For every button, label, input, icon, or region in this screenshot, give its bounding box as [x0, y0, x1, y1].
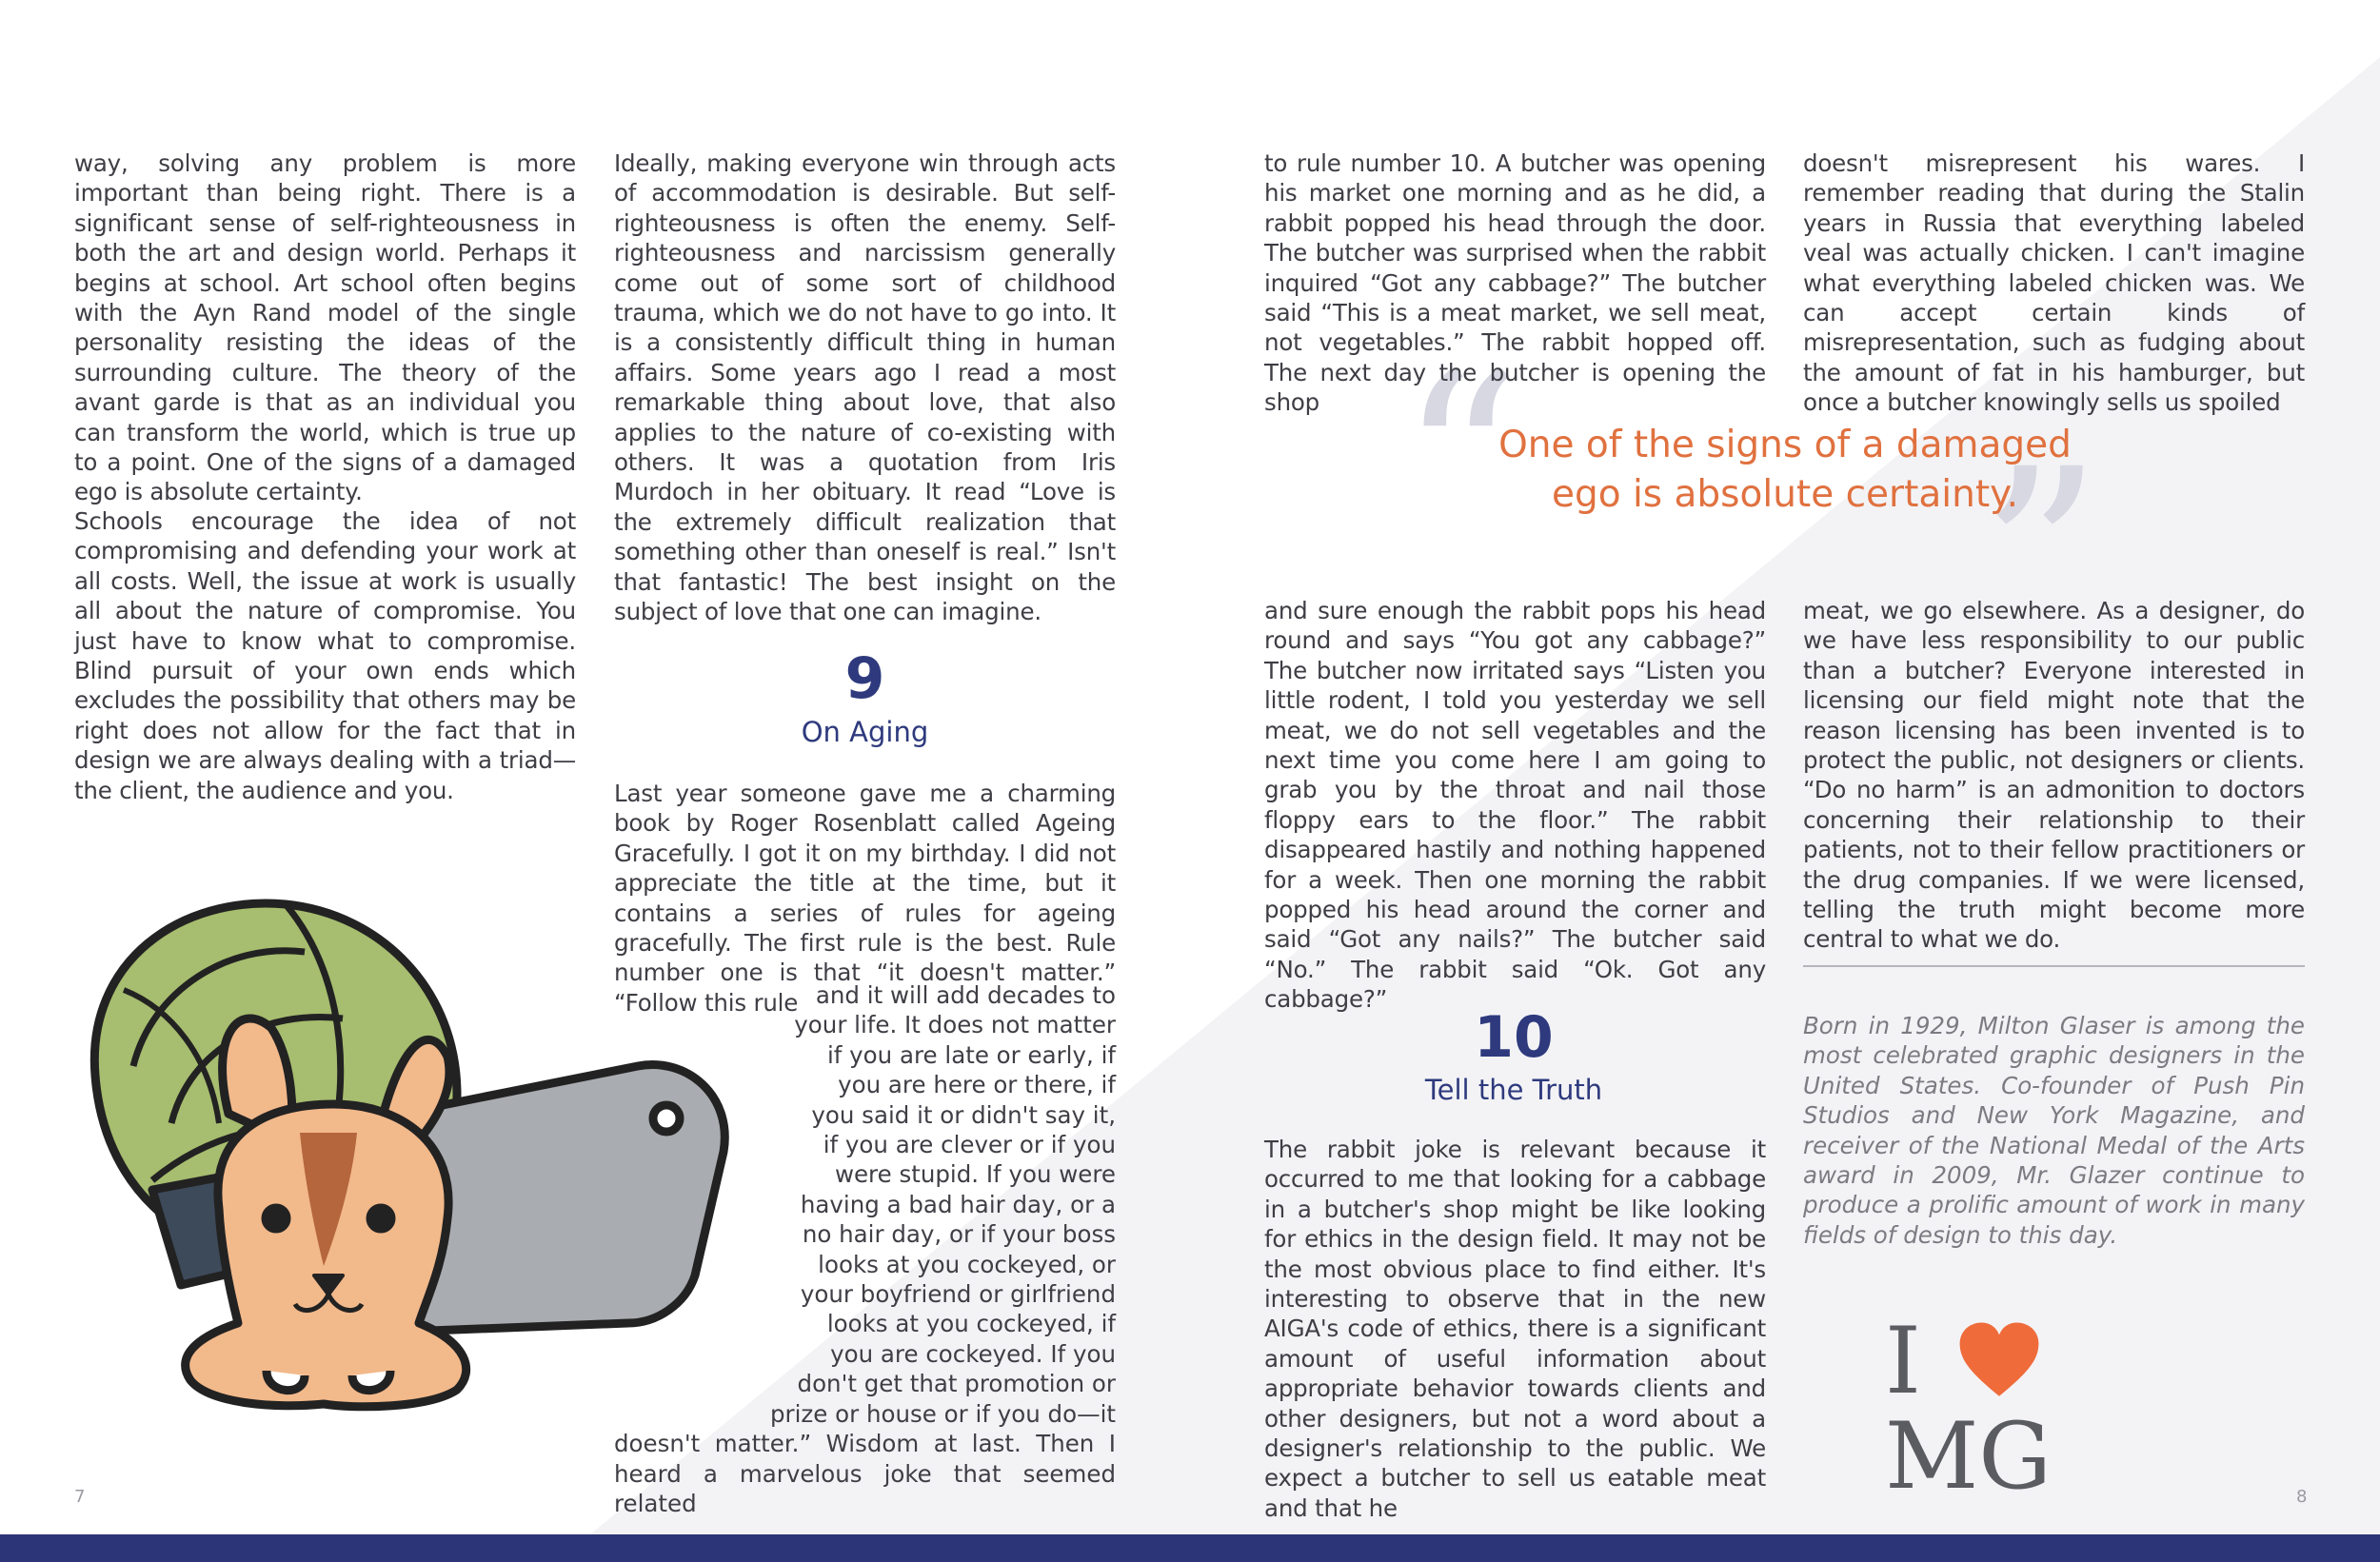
section-10-title: Tell the Truth: [1424, 1074, 1603, 1106]
cabbage-rabbit-cleaver-illustration: [67, 876, 752, 1447]
bottom-bar: [0, 1534, 2380, 1562]
right-col4-para2: meat, we go elsewhere. As a designer, do we have less responsibility to our public than a butcher? Everyone interested in licensing our field might note that the reason licensing has been invented is to protect the public, not designers or clients. “Do no harm” is an admonition to doctors concerning their relationship to their patients, not to their fellow practitioners or the drug companies. If we were licensed, telling the truth might become more central to what we do.: [1803, 597, 2305, 954]
section-9-number: 9: [844, 645, 885, 712]
logo-i: I: [1885, 1308, 1921, 1414]
wrap-line: don't get that promotion or: [797, 1370, 1116, 1398]
wrap-line: your life. It does not matter: [794, 1011, 1116, 1039]
right-col3-para3: The rabbit joke is relevant because it occurred to me that looking for a cabbage in a butcher's shop might be like looking for ethics in the design field. It may not be the most obvious place to find either. It's interesting to observe that in the new AIGA's code of ethics, there is a significant amount of useful information about appropriate behavior towards clients and other designers, but not a word about a designer's relationship to the public. We expect a butcher to sell us eatable meat and that he: [1264, 1136, 1766, 1522]
wrap-line: if you are clever or if you: [823, 1131, 1116, 1159]
section-9-title: On Aging: [801, 716, 929, 748]
wrap-line: no hair day, or if your boss: [802, 1220, 1116, 1249]
right-page-number: 8: [2296, 1487, 2308, 1507]
right-col4-para1: doesn't misrepresent his wares. I remember reading that during the Stalin years in Russia that everything labeled veal was actually chicken. I can't imagine what everything labeled chicken was. We can accept certain kinds of misrepresentation, such as fudging about the amount of fat in his hamburger, but once a butcher knowingly sells us spoiled: [1803, 149, 2305, 417]
wrap-line: you are here or there, if: [838, 1071, 1116, 1099]
right-col3-para1: to rule number 10. A butcher was opening his market one morning and as he did, a rabbit popped his head through the door. The butcher was surprised when the rabbit inquired “Got any cabbage?” The butcher said “This is a meat market, we sell meat, not vegetables.” The rabbit hopped off. The next day the butcher is opening the shop: [1264, 149, 1766, 417]
open-quote-mark-icon: “: [1399, 323, 1521, 600]
wrap-last: doesn't matter.” Wisdom at last. Then I heard a marvelous joke that seemed related: [614, 1430, 1116, 1517]
bio-divider: [1803, 965, 2305, 967]
wrap-line: looks at you cockeyed, if: [826, 1310, 1116, 1338]
right-col3-para2: and sure enough the rabbit pops his head round and says “You got any cabbage?” The butcher now irritated says “Listen you little rodent, I told you yesterday we sell meat, we do not sell vegetables and the next time you come here I am going to grab you by the throat and nail those floppy ears to the floor.” The rabbit disappeared hastily and nothing happened for a week. Then one morning the rabbit popped his head around the corner and said “Got any nails?” The butcher said “No.” The rabbit said “Ok. Got any cabbage?”: [1264, 597, 1766, 1014]
left-col2-para2: Last year someone gave me a charming book by Roger Rosenblatt called Ageing Gracefully. I got it on my birthday. I did not appreciate the title at the time, but it contains a series of rules for ageing gracefully. The first rule is the best. Rule number one is that “it doesn't matter.” “Follow this rule: [614, 780, 1116, 1017]
author-bio: Born in 1929, Milton Glaser is among the most celebrated graphic designers in the United States. Co-founder of Push Pin Studios and New York Magazine, and receiver of the National Medal of the Arts award in 2009, Mr. Glazer continue to produce a prolific amount of work in many fields of design to this day.: [1803, 1012, 2305, 1249]
i-love-mg-logo: [1885, 1308, 2209, 1510]
wrap-line: prize or house or if you do—it: [769, 1399, 1116, 1428]
wrap-line: you said it or didn't say it,: [811, 1100, 1116, 1129]
close-quote-mark-icon: ”: [1980, 418, 2102, 695]
left-col1-para2: Schools encourage the idea of not compromising and defending your work at all costs. Well, the issue at work is usually all about the nature of compromise. You just have to know what to compromise. Blind pursuit of your own ends which excludes the possibility that others may be right does not allow for the fact that in design we are always dealing with a triad—the client, the audience and you.: [74, 507, 576, 804]
wrap-line: you are cockeyed. If you: [830, 1339, 1116, 1368]
wrap-line: and it will add decades to: [815, 981, 1116, 1009]
wrap-line: were stupid. If you were: [834, 1160, 1116, 1189]
left-page-number: 7: [74, 1487, 86, 1507]
wrap-line: looks at you cockeyed, or: [818, 1250, 1116, 1278]
heart-icon: [1955, 1314, 2043, 1409]
left-col1-para1: way, solving any problem is more important than being right. There is a significant sense of self-righteousness in both the art and design world. Perhaps it begins at school. Art school often begins with the Ayn Rand model of the single personality resisting the ideas of the surrounding culture. The theory of the avant garde is that as an individual you can transform the world, which is true up to a point. One of the signs of a damaged ego is absolute certainty.: [74, 149, 576, 506]
pull-quote: One of the signs of a damaged ego is absolute certainty.: [1498, 424, 2072, 516]
left-col2-para1: Ideally, making everyone win through acts of accommodation is desirable. But self-righteousness is often the enemy. Self-righteousness and narcissism generally come out of some sort of childhood trauma, which we do not have to go into. It is a consistently difficult thing in human affairs. Some years ago I read a most remarkable thing about love, that also applies to the nature of co-existing with others. It was a quotation from Iris Murdoch in her obituary. It read “Love is the extremely difficult realization that something other than oneself is real.” Isn't that fantastic! The best insight on the subject of love that one can imagine.: [614, 149, 1116, 626]
wrap-line: if you are late or early, if: [826, 1040, 1116, 1069]
wrap-line: having a bad hair day, or a: [800, 1190, 1116, 1218]
logo-mg: MG: [1885, 1403, 2052, 1510]
wrap-line: your boyfriend or girlfriend: [800, 1280, 1116, 1309]
section-10-number: 10: [1474, 1004, 1554, 1071]
